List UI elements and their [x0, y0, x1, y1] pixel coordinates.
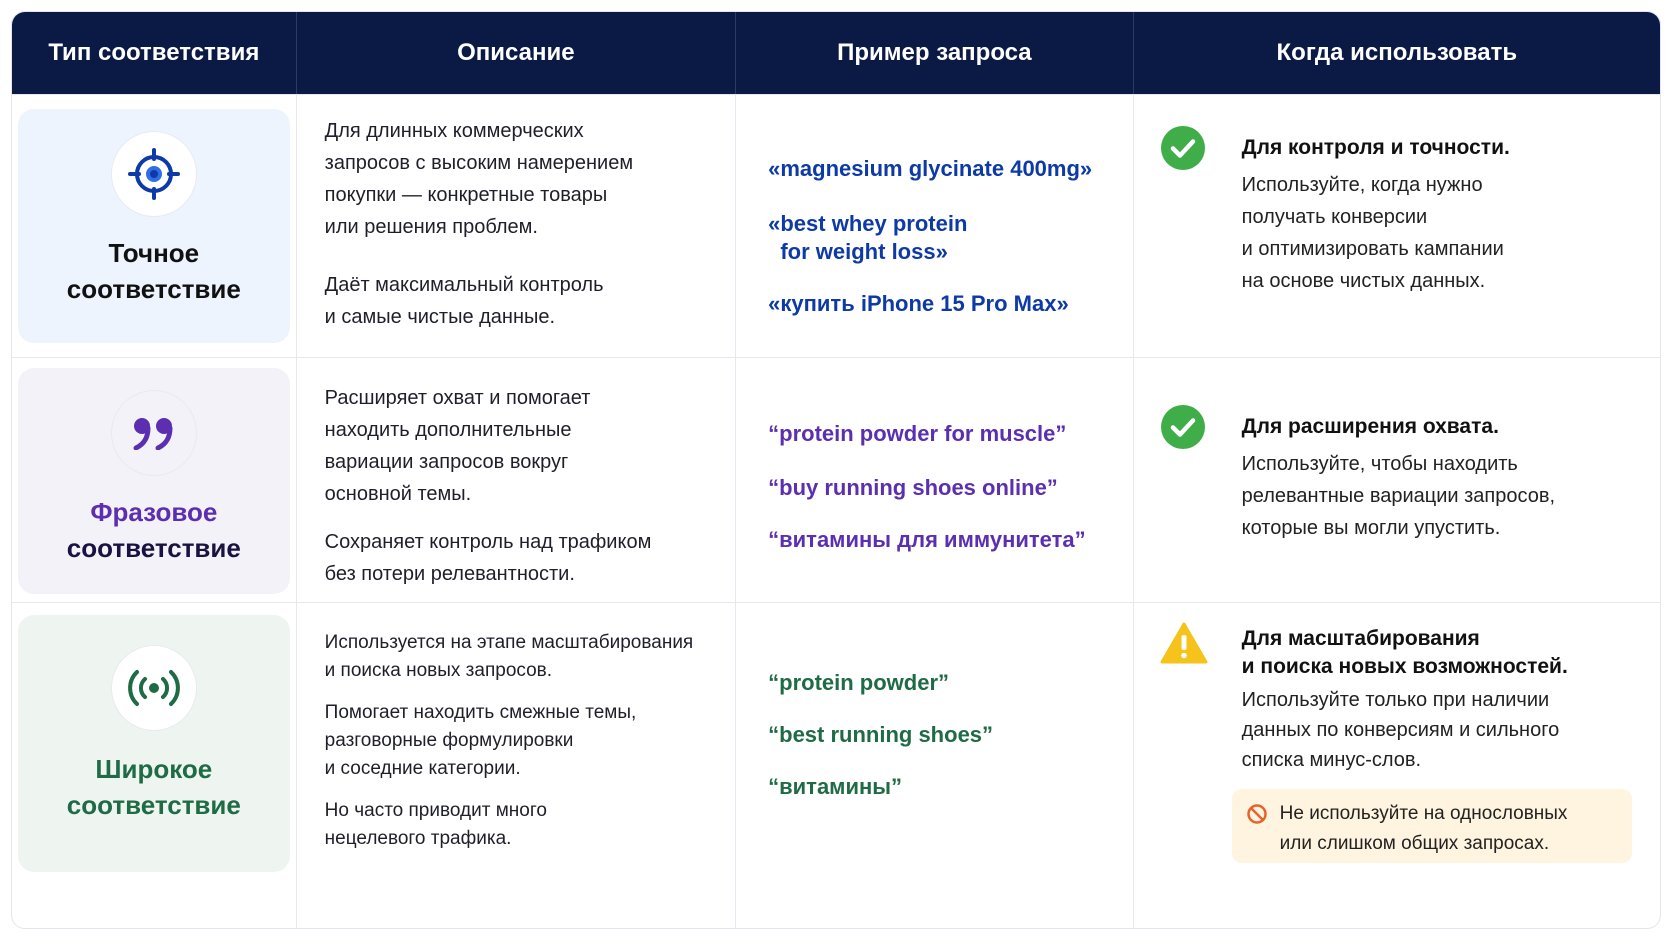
- when-line: получать конверсии: [1241, 206, 1428, 228]
- broadcast-icon: [111, 645, 197, 731]
- description-paragraph-2: [325, 526, 725, 590]
- type-cell: [12, 603, 297, 929]
- desc-line: и соседние категории.: [324, 758, 521, 779]
- example-cell: [736, 358, 1134, 602]
- type-name: [67, 235, 241, 307]
- query-example: “protein powder for muscle”: [768, 421, 1067, 446]
- header-match-type: Тип соответствия: [12, 12, 297, 94]
- description-cell: [297, 603, 736, 929]
- query-example: “best running shoes”: [768, 722, 994, 747]
- match-types-table: [11, 11, 1661, 929]
- no-entry-icon: [1246, 803, 1268, 835]
- description-paragraph-3: [325, 797, 725, 853]
- desc-line: Помогает находить смежные темы,: [324, 702, 637, 723]
- when-line: и оптимизировать кампании: [1241, 238, 1504, 260]
- when-title-line: Для масштабирования: [1241, 627, 1480, 650]
- type-name: [67, 751, 241, 823]
- query-example: “protein powder”: [768, 670, 950, 695]
- query-example: “витамины”: [768, 774, 903, 799]
- type-card-exact: [18, 109, 290, 343]
- warning-note: [1232, 789, 1632, 863]
- when-text: [1242, 169, 1640, 297]
- example-cell: [736, 95, 1134, 357]
- desc-line: нецелевого трафика.: [324, 828, 512, 849]
- description-text: [325, 115, 725, 359]
- query-examples: [768, 669, 1123, 801]
- query-example: «magnesium glycinate 400mg»: [768, 156, 1093, 181]
- query-examples: [768, 420, 1123, 554]
- description-paragraph-2: [325, 699, 725, 783]
- type-name-line-2: соответствие: [66, 274, 241, 304]
- quote-icon: [111, 390, 197, 476]
- when-line: данных по конверсиям и сильного: [1241, 719, 1560, 741]
- when-to-use: [1242, 412, 1640, 544]
- when-cell: [1134, 603, 1660, 929]
- desc-line: или решения проблем.: [324, 216, 538, 238]
- description-paragraph-2: [325, 269, 725, 333]
- when-line: списка минус-слов.: [1241, 749, 1422, 771]
- type-cell: [12, 95, 297, 357]
- warning-line: или слишком общих запросах.: [1279, 833, 1550, 854]
- when-to-use: [1242, 133, 1640, 297]
- type-name-line-2: соответствие: [66, 790, 241, 820]
- query-example: “buy running shoes online”: [768, 475, 1058, 500]
- type-name: [67, 494, 241, 566]
- type-card-broad: [18, 615, 290, 872]
- when-title: Для расширения охвата.: [1241, 415, 1499, 438]
- example-cell: [736, 603, 1134, 929]
- desc-line: покупки — конкретные товары: [324, 184, 608, 206]
- desc-line: и поиска новых запросов.: [324, 660, 553, 681]
- description-text: [325, 382, 725, 616]
- when-line: релевантные вариации запросов,: [1241, 485, 1556, 507]
- desc-line: вариации запросов вокруг: [324, 451, 569, 473]
- desc-line: разговорные формулировки: [324, 730, 574, 751]
- desc-line: Для длинных коммерческих: [324, 120, 584, 142]
- query-example: «best whey protein: [768, 211, 968, 236]
- type-card-phrase: [18, 368, 290, 594]
- desc-line: и самые чистые данные.: [324, 306, 556, 328]
- type-name-line-1: Фразовое: [90, 497, 218, 527]
- warning-triangle-icon: [1160, 621, 1208, 670]
- when-line: Используйте, когда нужно: [1241, 174, 1483, 196]
- description-text: [325, 629, 725, 879]
- description-paragraph-1: [325, 629, 725, 685]
- target-icon: [111, 131, 197, 217]
- desc-line: Сохраняет контроль над трафиком: [324, 531, 652, 553]
- desc-line: Даёт максимальный контроль: [324, 274, 604, 296]
- type-name-line-1: Широкое: [95, 754, 213, 784]
- desc-line: Расширяет охват и помогает: [324, 387, 591, 409]
- header-when-to-use: Когда использовать: [1276, 39, 1518, 66]
- when-title: Для контроля и точности.: [1241, 136, 1510, 159]
- when-line: Используйте, чтобы находить: [1241, 453, 1518, 475]
- when-to-use: [1242, 625, 1640, 775]
- query-example-continuation: for weight loss»: [768, 239, 948, 264]
- when-title-line: и поиска новых возможностей.: [1241, 655, 1568, 678]
- when-line: Используйте только при наличии: [1241, 689, 1550, 711]
- check-circle-icon: [1160, 404, 1206, 455]
- query-examples: [768, 155, 1123, 318]
- desc-line: Но часто приводит много: [324, 800, 547, 821]
- header-query-example: Пример запроса: [736, 12, 1134, 94]
- desc-line: Используется на этапе масштабирования: [324, 632, 694, 653]
- when-cell: [1134, 358, 1660, 602]
- query-example: “витамины для иммунитета”: [768, 527, 1086, 552]
- header-description: Описание: [297, 12, 736, 94]
- desc-line: запросов с высоким намерением: [324, 152, 634, 174]
- description-cell: [297, 358, 736, 602]
- table-row-broad: [12, 602, 1660, 929]
- description-paragraph-1: [325, 382, 725, 510]
- table-header: [12, 12, 1660, 94]
- type-cell: [12, 358, 297, 602]
- when-cell: [1134, 95, 1660, 357]
- when-line: на основе чистых данных.: [1241, 270, 1486, 292]
- type-name-line-1: Точное: [108, 238, 200, 268]
- when-title: [1242, 625, 1640, 681]
- when-text: [1242, 685, 1640, 775]
- when-line: которые вы могли упустить.: [1241, 517, 1501, 539]
- description-paragraph-1: [325, 115, 725, 243]
- type-name-line-2: соответствие: [66, 533, 241, 563]
- table-row-exact: [12, 94, 1660, 357]
- warning-line: Не используйте на однословных: [1279, 803, 1568, 824]
- desc-line: находить дополнительные: [324, 419, 572, 441]
- table-row-phrase: [12, 357, 1660, 602]
- when-text: [1242, 448, 1640, 544]
- description-cell: [297, 95, 736, 357]
- query-example: «купить iPhone 15 Pro Max»: [768, 291, 1069, 316]
- desc-line: без потери релевантности.: [324, 563, 575, 585]
- check-circle-icon: [1160, 125, 1206, 176]
- desc-line: основной темы.: [324, 483, 472, 505]
